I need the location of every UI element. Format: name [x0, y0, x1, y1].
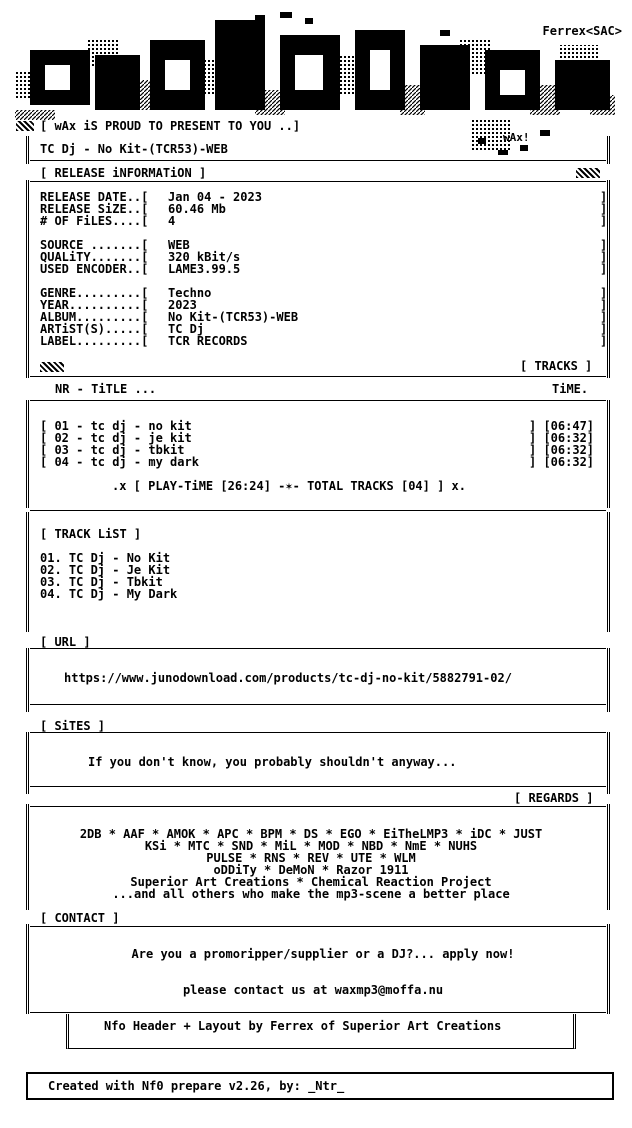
bracket: ]	[600, 322, 608, 336]
contact-line-apply: Are you a promoripper/supplier or a DJ?... apply now!	[131, 947, 515, 961]
info-value: 320 kBit/s	[168, 250, 241, 264]
track-time: ] [06:47]	[529, 419, 595, 433]
col-title: NR - TiTLE ...	[55, 382, 157, 396]
info-label: USED ENCODER..[	[40, 262, 149, 276]
bracket: ]	[600, 310, 608, 324]
info-label: RELEASE DATE..[	[40, 190, 149, 204]
sites-heading: [ SiTES ]	[40, 719, 106, 733]
info-label: SOURCE .......[	[40, 238, 149, 252]
present-banner: [ wAx iS PROUD TO PRESENT TO YOU ..]	[40, 119, 301, 133]
divider	[30, 376, 606, 377]
regards-line: Superior Art Creations * Chemical Reaction Project	[130, 875, 492, 889]
release-info-heading: [ RELEASE iNFORMATiON ]	[40, 166, 207, 180]
wax-tag: wAx!	[503, 131, 530, 144]
divider	[30, 786, 606, 787]
contact-line-email: please contact us at waxmp3@moffa.nu	[182, 983, 444, 997]
tracklist-item: 02. TC Dj - Je Kit	[40, 563, 171, 577]
tracks-heading: [ TRACKS ]	[520, 359, 593, 373]
divider	[30, 400, 606, 401]
info-value: Jan 04 - 2023	[168, 190, 262, 204]
track-row: [ 02 - tc dj - je kit	[40, 431, 192, 445]
bracket: ]	[600, 202, 608, 216]
created-with: Created with Nf0 prepare v2.26, by: _Ntr_	[48, 1079, 345, 1093]
divider	[30, 160, 606, 161]
url-heading: [ URL ]	[40, 635, 91, 649]
bracket: ]	[600, 262, 608, 276]
regards-line: ...and all others who make the mp3-scene a better place	[112, 887, 510, 901]
sites-text: If you don't know, you probably shouldn't anyway...	[88, 755, 457, 769]
divider	[30, 181, 606, 182]
bracket: ]	[600, 190, 608, 204]
col-time: TiME.	[552, 382, 589, 396]
tracks-head-frame	[26, 348, 610, 378]
info-label: QUALiTY.......[	[40, 250, 149, 264]
divider	[30, 926, 606, 927]
divider	[30, 1012, 606, 1013]
info-label: YEAR..........[	[40, 298, 149, 312]
bracket: ]	[600, 286, 608, 300]
regards-line: 2DB * AAF * AMOK * APC * BPM * DS * EGO * EiTheLMP3 * iDC * JUST	[79, 827, 543, 841]
tracklist-heading: [ TRACK LiST ]	[40, 527, 142, 541]
regards-heading: [ REGARDS ]	[514, 791, 594, 805]
info-value: 60.46 Mb	[168, 202, 226, 216]
info-value: WEB	[168, 238, 190, 252]
release-title: TC Dj - No Kit-(TCR53)-WEB	[40, 142, 228, 156]
info-value: TC Dj	[168, 322, 205, 336]
info-label: LABEL.........[	[40, 334, 149, 348]
release-url-link[interactable]: https://www.junodownload.com/products/tc-dj-no-kit/5882791-02/	[64, 671, 512, 685]
layout-credit: Nfo Header + Layout by Ferrex of Superior Art Creations	[104, 1019, 502, 1033]
info-value: Techno	[168, 286, 212, 300]
info-label: GENRE.........[	[40, 286, 149, 300]
tracklist-item: 01. TC Dj - No Kit	[40, 551, 171, 565]
tracklist-item: 04. TC Dj - My Dark	[40, 587, 178, 601]
divider	[30, 732, 606, 733]
divider	[30, 806, 606, 807]
info-value: TCR RECORDS	[168, 334, 248, 348]
info-label: # OF FiLES....[	[40, 214, 149, 228]
bracket: ]	[600, 250, 608, 264]
info-label: RELEASE SiZE..[	[40, 202, 149, 216]
divider	[30, 648, 606, 649]
divider	[30, 510, 606, 511]
info-value: No Kit-(TCR53)-WEB	[168, 310, 299, 324]
info-value: 4	[168, 214, 176, 228]
contact-heading: [ CONTACT ]	[40, 911, 120, 925]
regards-line: PULSE * RNS * REV * UTE * WLM	[206, 851, 416, 865]
track-time: ] [06:32]	[529, 443, 595, 457]
track-time: ] [06:32]	[529, 431, 595, 445]
info-label: ARTiST(S).....[	[40, 322, 149, 336]
tracklist-item: 03. TC Dj - Tbkit	[40, 575, 163, 589]
info-label: ALBUM.........[	[40, 310, 149, 324]
regards-line: KSi * MTC * SND * MiL * MOD * NBD * NmE * NUHS	[144, 839, 478, 853]
hatch-decoration	[16, 121, 34, 131]
track-time: ] [06:32]	[529, 455, 595, 469]
track-row: [ 01 - tc dj - no kit	[40, 419, 192, 433]
regards-line: oDDiTy * DeMoN * Razor 1911	[213, 863, 409, 877]
contact-frame	[26, 924, 610, 1014]
header-credit: Ferrex<SAC>	[542, 24, 622, 38]
divider	[30, 704, 606, 705]
track-row: [ 04 - tc dj - my dark	[40, 455, 199, 469]
info-value: 2023	[168, 298, 197, 312]
playtime-summary: .x [ PLAY-TiME [26:24] -✶- TOTAL TRACKS [04] ] x.	[112, 479, 467, 493]
bracket: ]	[600, 238, 608, 252]
hatch-decoration	[576, 168, 600, 178]
info-value: LAME3.99.5	[168, 262, 241, 276]
bracket: ]	[600, 298, 608, 312]
bracket: ]	[600, 214, 608, 228]
track-row: [ 03 - tc dj - tbkit	[40, 443, 185, 457]
bracket: ]	[600, 334, 608, 348]
